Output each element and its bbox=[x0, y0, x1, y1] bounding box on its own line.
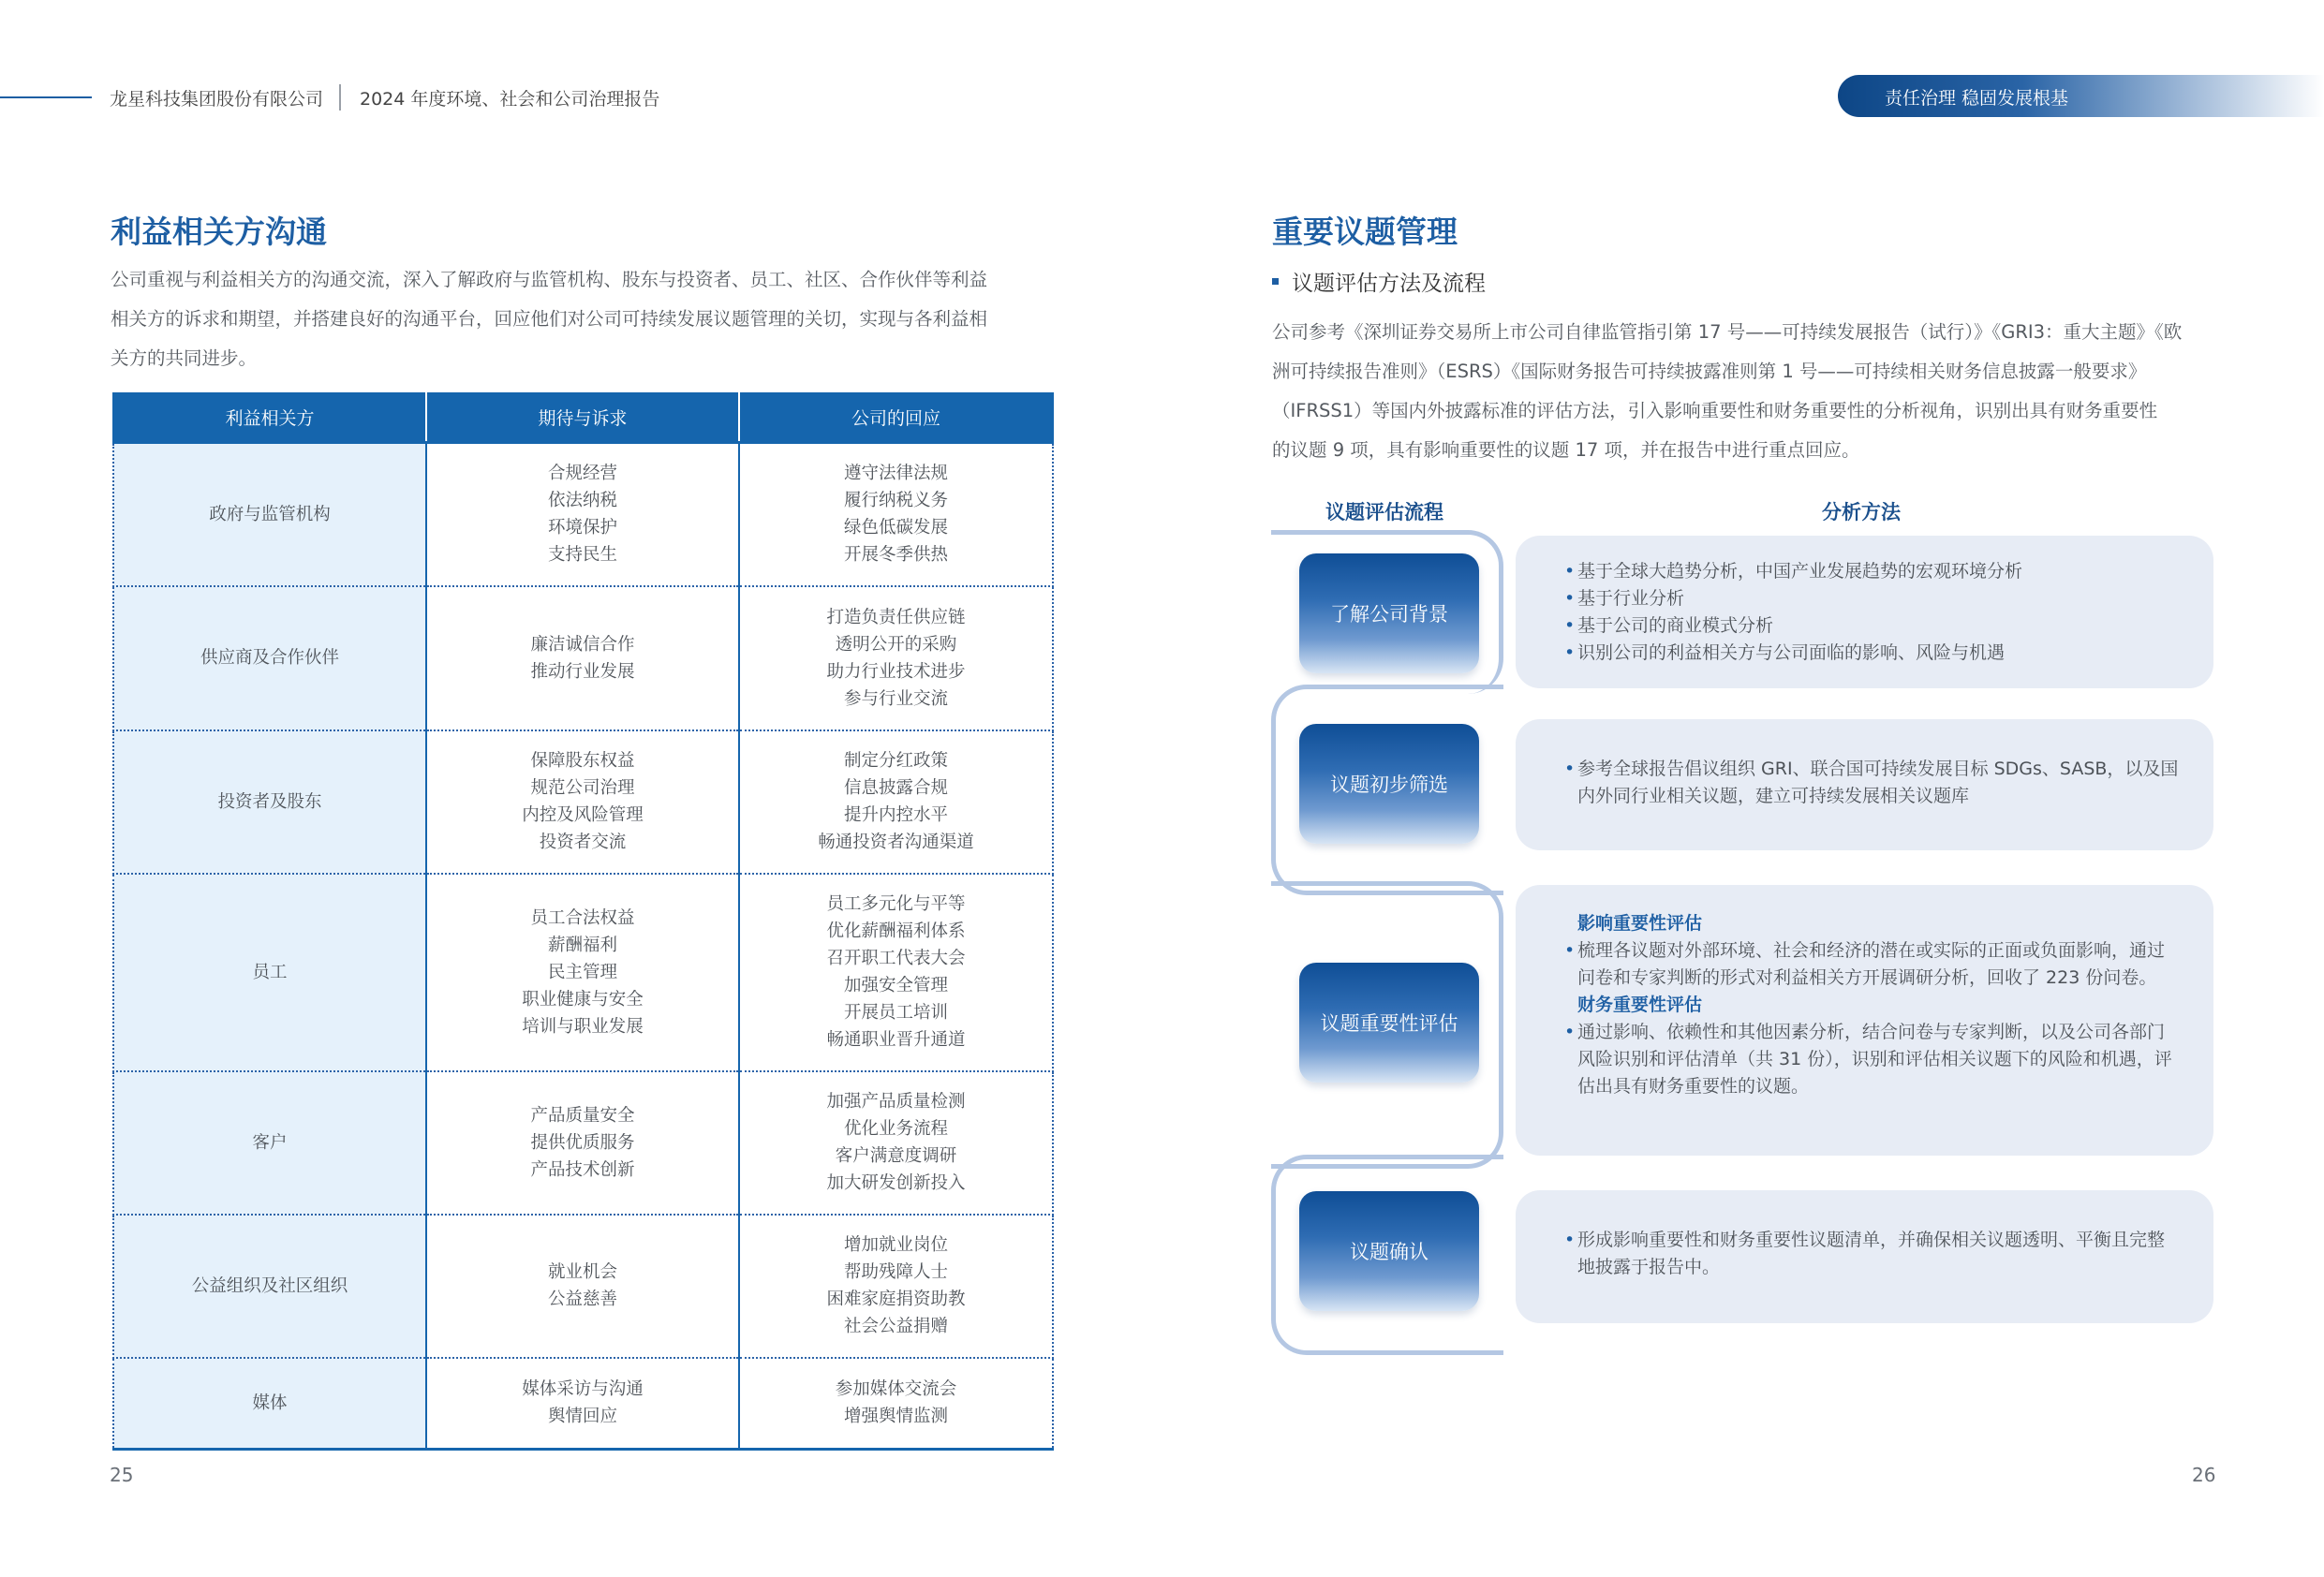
cell-line: 廉洁诚信合作 bbox=[530, 634, 635, 655]
step-label: 议题确认 bbox=[1350, 1241, 1428, 1263]
intro-line: 公司重视与利益相关方的沟通交流，深入了解政府与监管机构、股东与投资者、员工、社区、合作伙伴等利益 bbox=[111, 269, 988, 290]
header-responses: 公司的回应 bbox=[739, 392, 1053, 443]
expectations-cell bbox=[426, 730, 739, 874]
header-rule bbox=[0, 96, 92, 98]
method-column-header: 分析方法 bbox=[1822, 501, 1901, 523]
cell-line: 加强产品质量检测 bbox=[826, 1092, 966, 1112]
method-bullet: • 梳理各议题对外部环境、社会和经济的潜在或实际的正面或负面影响，通过问卷和专家判断的形式对利益相关方开展调研分析，回收了 223 份问卷。 bbox=[1564, 937, 2180, 992]
stakeholder-cell: 政府与监管机构 bbox=[113, 443, 426, 586]
material-topics-title: 重要议题管理 bbox=[1272, 214, 1458, 250]
expectations-cell bbox=[426, 1358, 739, 1450]
section-banner bbox=[1838, 75, 2324, 117]
cell-line: 召开职工代表大会 bbox=[826, 949, 966, 968]
cell-line: 公益慈善 bbox=[547, 1290, 617, 1309]
cell-line: 规范公司治理 bbox=[530, 778, 635, 798]
cell-line: 客户满意度调研 bbox=[835, 1146, 957, 1166]
cell-line: 职业健康与安全 bbox=[522, 989, 644, 1010]
method-panel-screening bbox=[1516, 719, 2213, 850]
flow-column-header: 议题评估流程 bbox=[1325, 501, 1443, 523]
cell-line: 环境保护 bbox=[547, 518, 617, 538]
cell-line: 培训与职业发展 bbox=[522, 1016, 644, 1037]
stakeholder-cell: 员工 bbox=[113, 874, 426, 1071]
cell-line: 增强舆情监测 bbox=[843, 1407, 948, 1427]
stakeholder-communication-title: 利益相关方沟通 bbox=[111, 214, 327, 250]
intro-line: 的议题 9 项，具有影响重要性的议题 17 项，并在报告中进行重点回应。 bbox=[1272, 439, 1860, 461]
step-label: 议题重要性评估 bbox=[1320, 1012, 1458, 1035]
method-bullet: • 形成影响重要性和财务重要性议题清单，并确保相关议题透明、平衡且完整地披露于报告中。 bbox=[1564, 1227, 2180, 1281]
cell-line: 社会公益捐赠 bbox=[843, 1317, 948, 1336]
cell-line: 透明公开的采购 bbox=[835, 634, 957, 655]
table-row bbox=[113, 443, 1053, 586]
stakeholder-cell: 公益组织及社区组织 bbox=[113, 1215, 426, 1358]
responses-cell bbox=[739, 443, 1053, 586]
method-bullet: • 通过影响、依赖性和其他因素分析，结合问卷与专家判断，以及公司各部门风险识别和评估清单（共 31 份），识别和评估相关议题下的风险和机遇，评估出具有财务重要性的议题。 bbox=[1564, 1019, 2180, 1100]
cell-line: 支持民生 bbox=[547, 545, 617, 566]
cell-line: 制定分红政策 bbox=[843, 751, 948, 771]
impact-materiality-title: 影响重要性评估 bbox=[1577, 913, 1703, 934]
table-row bbox=[113, 1358, 1053, 1450]
expectations-cell bbox=[426, 586, 739, 730]
cell-line: 绿色低碳发展 bbox=[843, 518, 948, 538]
header-stakeholder: 利益相关方 bbox=[113, 392, 426, 443]
cell-line: 增加就业岗位 bbox=[843, 1235, 948, 1255]
stakeholder-cell: 媒体 bbox=[113, 1358, 426, 1450]
stakeholder-table bbox=[112, 392, 1054, 1451]
cell-line: 优化业务流程 bbox=[843, 1119, 948, 1139]
cell-line: 参加媒体交流会 bbox=[835, 1379, 957, 1400]
responses-cell bbox=[739, 874, 1053, 1071]
cell-line: 产品技术创新 bbox=[530, 1159, 635, 1180]
method-panel-materiality bbox=[1516, 885, 2213, 1156]
step-initial-screening bbox=[1299, 724, 1479, 844]
cell-line: 优化薪酬福利体系 bbox=[826, 921, 966, 941]
section-tag: 责任治理 稳固发展根基 bbox=[1885, 88, 2069, 109]
cell-line: 困难家庭捐资助教 bbox=[826, 1290, 966, 1309]
intro-line: 公司参考《深圳证券交易所上市公司自律监管指引第 17 号——可持续发展报告（试行）》《GRI3：重大主题》《欧 bbox=[1272, 321, 2183, 343]
cell-line: 提供优质服务 bbox=[530, 1132, 635, 1153]
responses-cell bbox=[739, 1215, 1053, 1358]
cell-line: 加强安全管理 bbox=[843, 976, 948, 995]
step-label: 了解公司背景 bbox=[1330, 603, 1448, 626]
stakeholder-cell: 客户 bbox=[113, 1071, 426, 1215]
cell-line: 薪酬福利 bbox=[547, 935, 617, 955]
method-bullet: • 基于行业分析 bbox=[1564, 585, 2180, 612]
header-expectations: 期待与诉求 bbox=[426, 392, 739, 443]
method-panel-background bbox=[1516, 536, 2213, 688]
step-label: 议题初步筛选 bbox=[1330, 774, 1448, 796]
cell-line: 舆情回应 bbox=[547, 1407, 617, 1427]
cell-line: 提升内控水平 bbox=[843, 805, 948, 825]
page-number-right: 26 bbox=[2192, 1464, 2216, 1486]
cell-line: 依法纳税 bbox=[547, 491, 617, 511]
company-name: 龙星科技集团股份有限公司 bbox=[110, 89, 324, 110]
subsection-title: 议题评估方法及流程 bbox=[1292, 272, 1486, 296]
cell-line: 畅通投资者沟通渠道 bbox=[818, 833, 974, 852]
step-materiality-assessment bbox=[1299, 963, 1479, 1083]
expectations-cell bbox=[426, 443, 739, 586]
method-panel-confirmation bbox=[1516, 1190, 2213, 1323]
page-number-left: 25 bbox=[110, 1464, 134, 1486]
step-confirmation bbox=[1299, 1191, 1479, 1311]
method-bullet: • 参考全球报告倡议组织 GRI、联合国可持续发展目标 SDGs、SASB，以及国内外同行业相关议题，建立可持续发展相关议题库 bbox=[1564, 756, 2180, 810]
table-row bbox=[113, 586, 1053, 730]
cell-line: 打造负责任供应链 bbox=[826, 607, 966, 627]
responses-cell bbox=[739, 1071, 1053, 1215]
cell-line: 参与行业交流 bbox=[843, 688, 948, 709]
table-row bbox=[113, 1215, 1053, 1358]
table-header-row bbox=[113, 392, 1053, 443]
intro-line: 洲可持续报告准则》（ESRS）《国际财务报告可持续披露准则第 1 号——可持续相关财务信息披露一般要求》 bbox=[1272, 361, 2147, 382]
responses-cell bbox=[739, 1358, 1053, 1450]
step-understand-background bbox=[1299, 553, 1479, 673]
cell-line: 畅通职业晋升通道 bbox=[826, 1030, 966, 1050]
table-row bbox=[113, 730, 1053, 874]
responses-cell bbox=[739, 586, 1053, 730]
table-row bbox=[113, 874, 1053, 1071]
cell-line: 员工多元化与平等 bbox=[826, 894, 966, 914]
financial-materiality-title: 财务重要性评估 bbox=[1577, 995, 1703, 1015]
material-topics-intro bbox=[1272, 313, 2218, 470]
stakeholder-cell: 供应商及合作伙伴 bbox=[113, 586, 426, 730]
cell-line: 就业机会 bbox=[547, 1262, 617, 1282]
stakeholder-intro bbox=[111, 260, 1057, 378]
stakeholder-cell: 投资者及股东 bbox=[113, 730, 426, 874]
method-bullet: • 基于公司的商业模式分析 bbox=[1564, 612, 2180, 640]
header-divider bbox=[339, 84, 341, 111]
expectations-cell bbox=[426, 874, 739, 1071]
subsection-heading bbox=[1272, 266, 1486, 297]
cell-line: 帮助残障人士 bbox=[843, 1262, 948, 1282]
cell-line: 内控及风险管理 bbox=[522, 805, 644, 825]
cell-line: 投资者交流 bbox=[539, 833, 627, 852]
responses-cell bbox=[739, 730, 1053, 874]
intro-line: 关方的共同进步。 bbox=[111, 347, 258, 369]
cell-line: 合规经营 bbox=[547, 464, 617, 484]
cell-line: 媒体采访与沟通 bbox=[522, 1379, 644, 1400]
method-bullet: • 基于全球大趋势分析，中国产业发展趋势的宏观环境分析 bbox=[1564, 558, 2180, 585]
cell-line: 助力行业技术进步 bbox=[826, 661, 966, 682]
method-bullet: • 识别公司的利益相关方与公司面临的影响、风险与机遇 bbox=[1564, 640, 2180, 667]
expectations-cell bbox=[426, 1215, 739, 1358]
square-bullet-icon bbox=[1272, 278, 1279, 285]
cell-line: 员工合法权益 bbox=[530, 907, 635, 928]
report-title: 2024 年度环境、社会和公司治理报告 bbox=[360, 89, 660, 110]
cell-line: 遵守法律法规 bbox=[843, 464, 948, 484]
cell-line: 开展冬季供热 bbox=[843, 545, 948, 566]
cell-line: 开展员工培训 bbox=[843, 1003, 948, 1023]
table-row bbox=[113, 1071, 1053, 1215]
cell-line: 民主管理 bbox=[547, 962, 617, 982]
cell-line: 推动行业发展 bbox=[530, 661, 635, 682]
cell-line: 加大研发创新投入 bbox=[826, 1173, 966, 1193]
cell-line: 履行纳税义务 bbox=[843, 491, 948, 511]
intro-line: （IFRSS1）等国内外披露标准的评估方法，引入影响重要性和财务重要性的分析视角，识别出具有财务重要性 bbox=[1272, 400, 2158, 421]
cell-line: 保障股东权益 bbox=[530, 751, 635, 771]
intro-line: 相关方的诉求和期望，并搭建良好的沟通平台，回应他们对公司可持续发展议题管理的关切，实现与各利益相 bbox=[111, 308, 988, 330]
cell-line: 信息披露合规 bbox=[843, 778, 948, 798]
expectations-cell bbox=[426, 1071, 739, 1215]
cell-line: 产品质量安全 bbox=[530, 1105, 635, 1126]
